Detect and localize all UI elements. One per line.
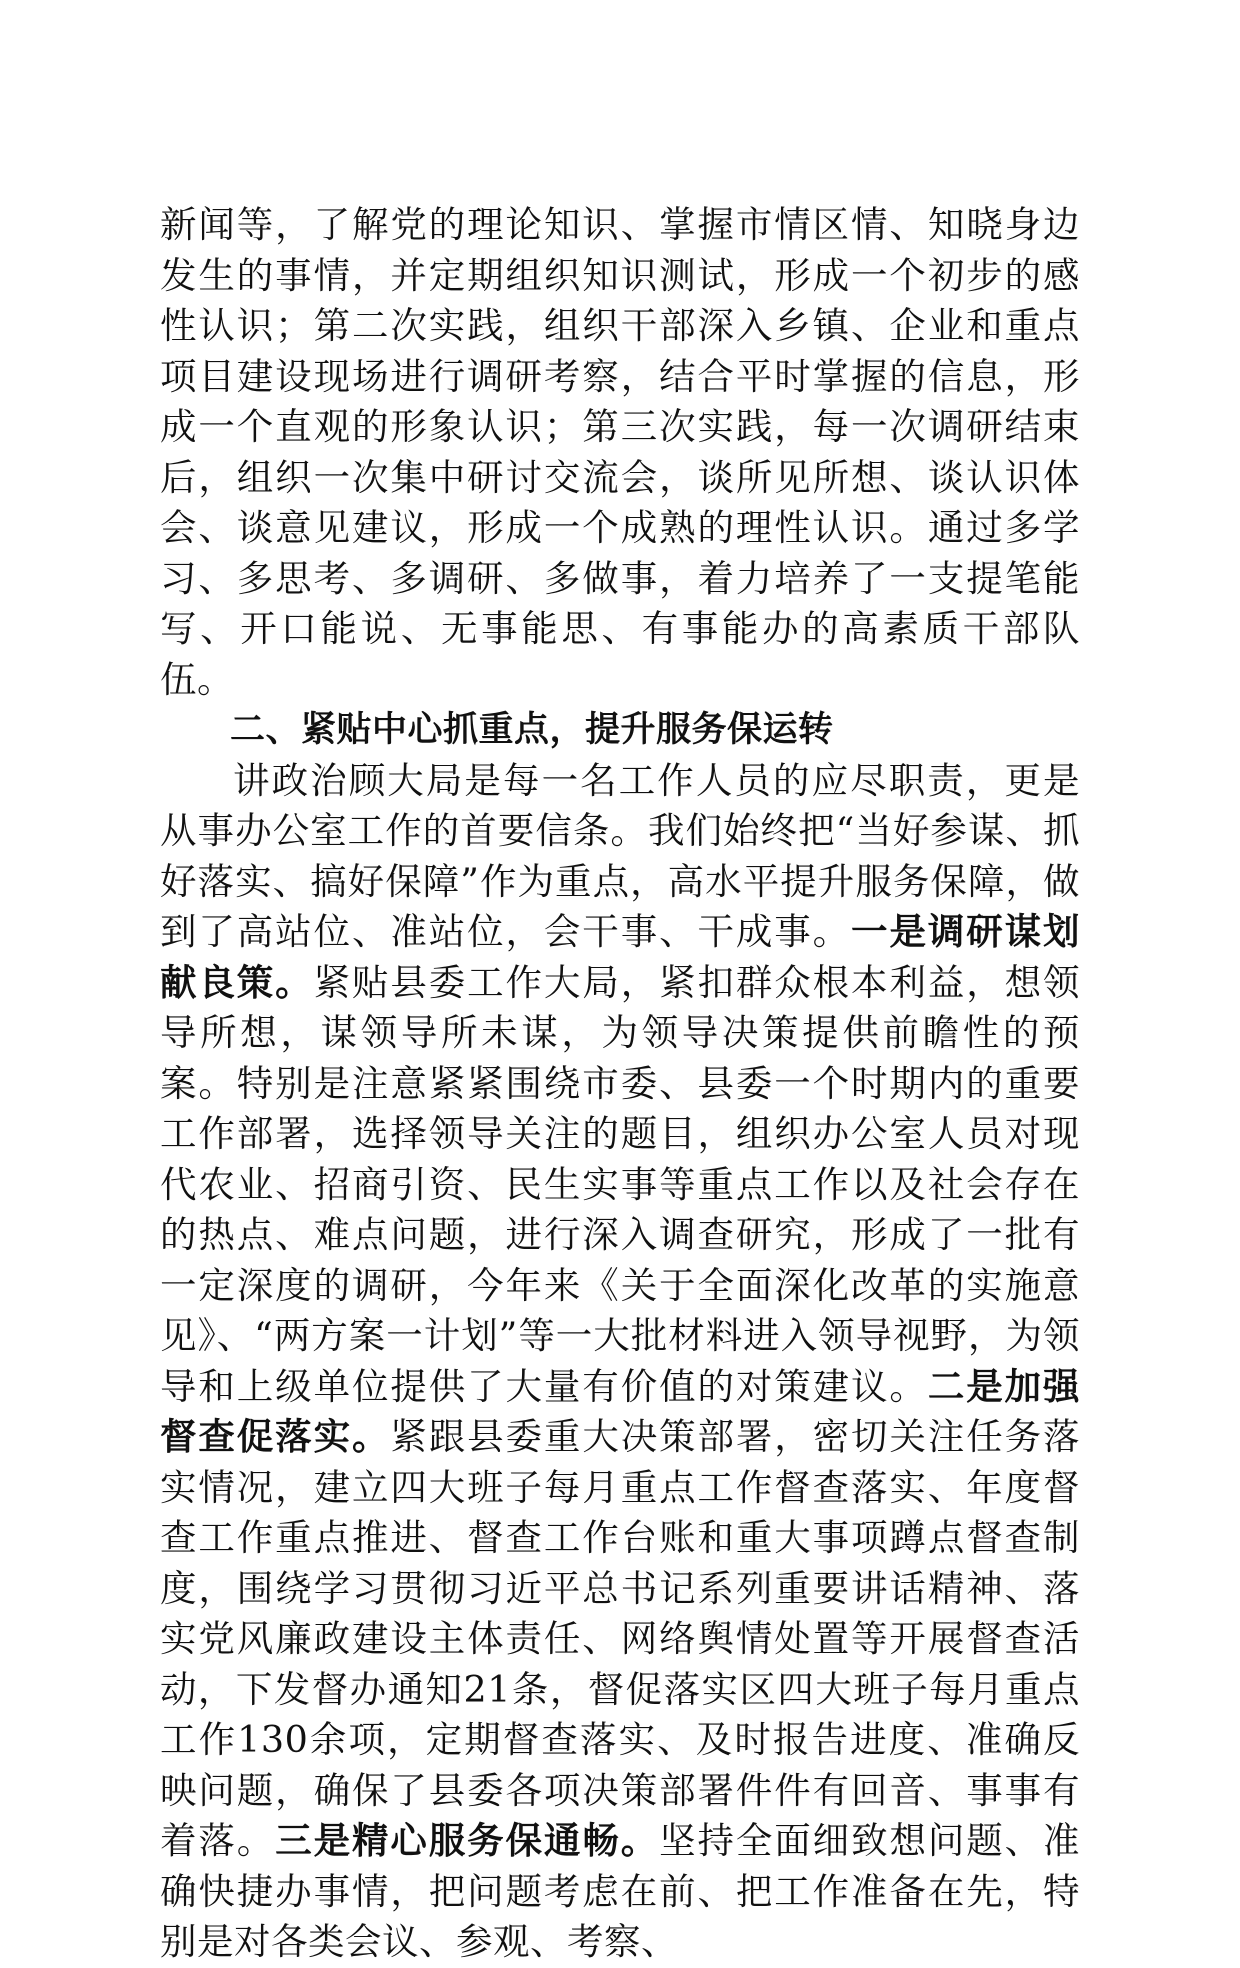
paragraph-service-guarantee bbox=[160, 756, 1080, 1968]
bold-point-supervision: 二是加强督查促落实。 bbox=[160, 1364, 1081, 1458]
paragraph-text: 紧跟县委重大决策部署，密切关注任务落实情况，建立四大班子每月重点工作督查落实、年度督查工作重点推进、督查工作台账和重大事项蹲点督查制度，围绕学习贯彻习近平总书记系列重要讲话精神、落实党风廉政建设主体责任、网络舆情处置等开展督查活动，下发督办通知21条，督促落实区四大班子每月重点工作130余项，定期督查落实、及时报告进度、准确反映问题，确保了县委各项决策部署件件有回音、事事有着落。 bbox=[160, 1415, 1081, 1862]
paragraph-text: 紧贴县委工作大局，紧扣群众根本利益，想领导所想，谋领导所未谋，为领导决策提供前瞻性的预案。特别是注意紧紧围绕市委、县委一个时期内的重要工作部署，选择领导关注的题目，组织办公室人员对现代农业、招商引资、民生实事等重点工作以及社会存在的热点、难点问题，进行深入调查研究，形成了一批有一定深度的调研，今年来《关于全面深化改革的实施意见》、“两方案一计划”等一大批材料进入领导视野，为领导和上级单位提供了大量有价值的对策建议。 bbox=[160, 960, 1081, 1408]
paragraph-text: 坚持全面细致想问题、准确快捷办事情，把问题考虑在前、把工作准备在先，特别是对各类会议、参观、考察、 bbox=[160, 1819, 1081, 1963]
document-body bbox=[160, 200, 1080, 1968]
paragraph-text: 讲政治顾大局是每一名工作人员的应尽职责，更是从事办公室工作的首要信条。我们始终把“当好参谋、抓好落实、搞好保障”作为重点，高水平提升服务保障，做到了高站位、准站位，会干事、干成事。 bbox=[160, 758, 1080, 953]
bold-point-service: 三是精心服务保通畅。 bbox=[275, 1819, 660, 1862]
paragraph-text: 新闻等，了解党的理论知识、掌握市情区情、知晓身边发生的事情，并定期组织知识测试，形成一个初步的感性认识；第二次实践，组织干部深入乡镇、企业和重点项目建设现场进行调研考察，结合平时掌握的信息，形成一个直观的形象认识；第三次实践，每一次调研结束后，组织一次集中研讨交流会，谈所见所想、谈认识体会、谈意见建议，形成一个成熟的理性认识。通过多学习、多思考、多调研、多做事，着力培养了一支提笔能写、开口能说、无事能思、有事能办的高素质干部队伍。 bbox=[160, 203, 1080, 701]
paragraph-training-practice bbox=[160, 200, 1080, 705]
section-heading: 二、紧贴中心抓重点，提升服务保运转 bbox=[230, 710, 834, 750]
bold-point-research: 一是调研谋划献良策。 bbox=[160, 910, 1081, 1004]
